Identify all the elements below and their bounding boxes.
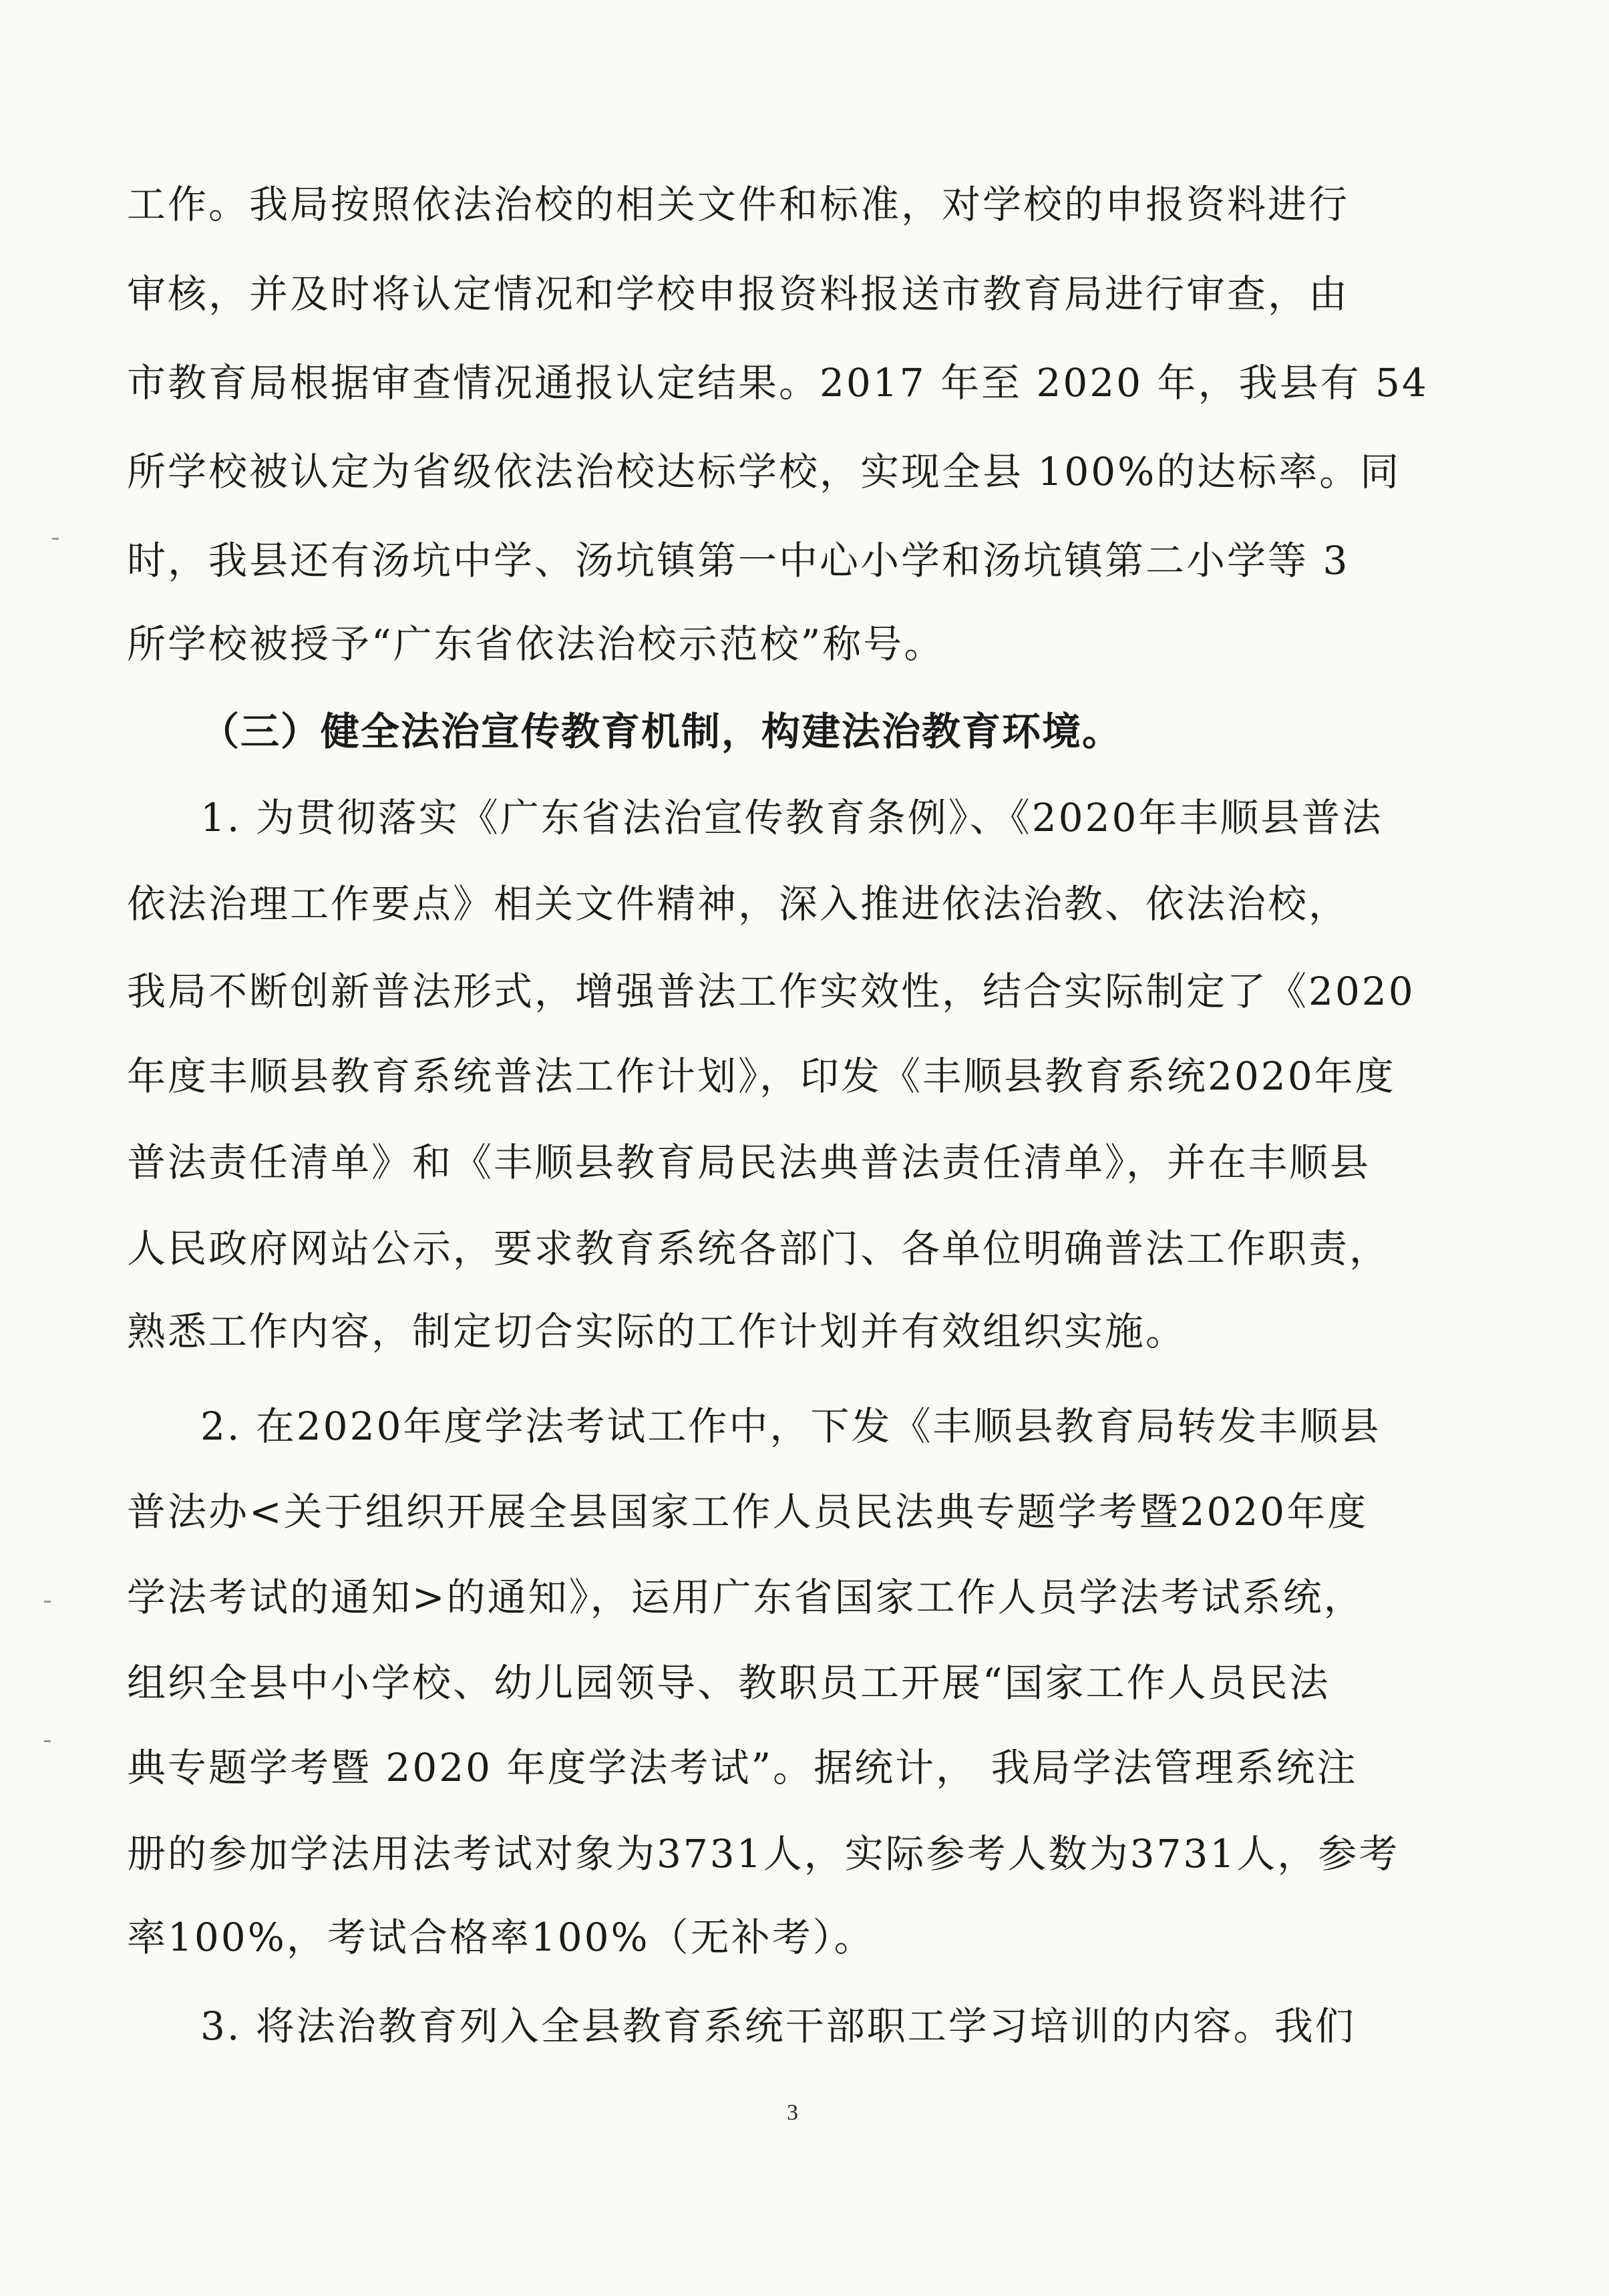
paragraph-2-line-6: 册的参加学法用法考试对象为3731人，实际参考人数为3731人，参考 [127,1831,1400,1876]
page-number: 3 [787,2100,798,2125]
paragraph-2-line-4: 组织全县中小学校、幼儿园领导、教职员工开展“国家工作人员民法 [127,1660,1330,1705]
scan-speck [52,538,59,540]
paragraph-1-line-4: 年度丰顺县教育系统普法工作计划》，印发《丰顺县教育系统2020年度 [127,1053,1396,1099]
scan-speck [44,1740,51,1742]
paragraph-2-line-2: 普法办<关于组织开展全县国家工作人员民法典专题学考暨2020年度 [127,1489,1369,1534]
section-heading: （三）健全法治宣传教育机制，构建法治教育环境。 [200,709,1123,754]
body-line-6: 所学校被授予“广东省依法治校示范校”称号。 [127,621,945,667]
paragraph-1-line-5: 普法责任清单》和《丰顺县教育局民法典普法责任清单》，并在丰顺县 [127,1140,1371,1185]
paragraph-2-line-7: 率100%，考试合格率100%（无补考）。 [127,1915,875,1960]
paragraph-2-line-5: 典专题学考暨 2020 年度学法考试”。据统计， 我局学法管理系统注 [127,1745,1358,1790]
paragraph-1-line-6: 人民政府网站公示，要求教育系统各部门、各单位明确普法工作职责， [127,1226,1391,1271]
paragraph-1-line-3: 我局不断创新普法形式，增强普法工作实效性，结合实际制定了《2020 [127,969,1415,1014]
paragraph-1-line-7: 熟悉工作内容，制定切合实际的工作计划并有效组织实施。 [127,1309,1187,1354]
paragraph-3-line-1: 3. 将法治教育列入全县教育系统干部职工学习培训的内容。我们 [200,2003,1356,2049]
body-line-3: 市教育局根据审查情况通报认定结果。2017 年至 2020 年，我县有 54 [127,360,1429,405]
body-line-2: 审核，并及时将认定情况和学校申报资料报送市教育局进行审查，由 [127,271,1350,317]
paragraph-1-line-1: 1. 为贯彻落实《广东省法治宣传教育条例》、《2020年丰顺县普法 [200,795,1383,840]
paragraph-1-line-2: 依法治理工作要点》相关文件精神，深入推进依法治教、依法治校， [127,881,1350,927]
scan-speck [44,1601,51,1603]
body-line-1: 工作。我局按照依法治校的相关文件和标准，对学校的申报资料进行 [127,182,1350,227]
paragraph-2-line-3: 学法考试的通知>的通知》，运用广东省国家工作人员学法考试系统， [127,1575,1365,1620]
paragraph-2-line-1: 2. 在2020年度学法考试工作中，下发《丰顺县教育局转发丰顺县 [200,1404,1381,1449]
body-line-4: 所学校被认定为省级依法治校达标学校，实现全县 100%的达标率。同 [127,449,1401,494]
body-line-5: 时，我县还有汤坑中学、汤坑镇第一中心小学和汤坑镇第二小学等 3 [127,538,1350,583]
